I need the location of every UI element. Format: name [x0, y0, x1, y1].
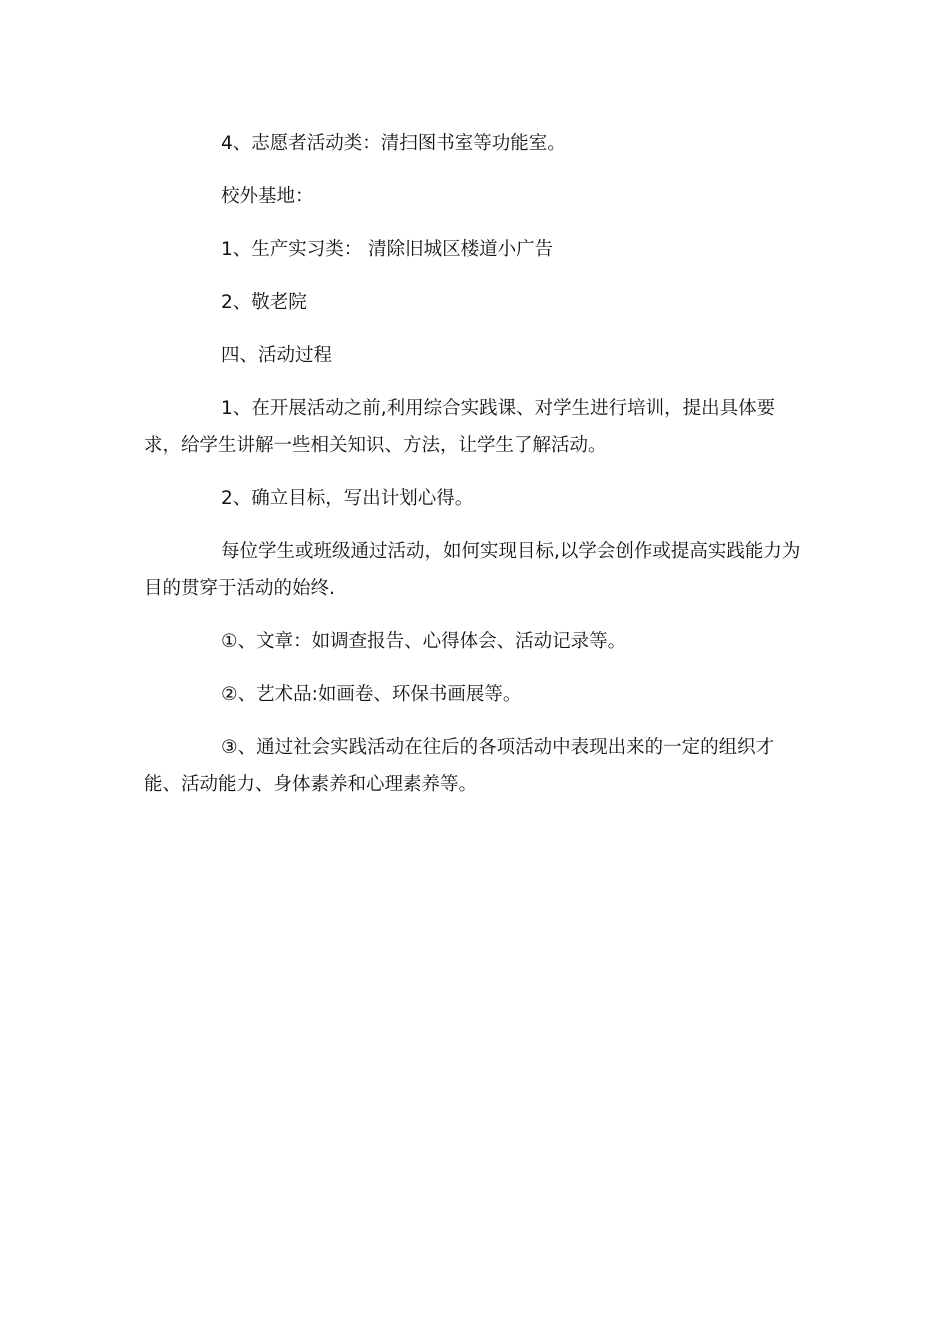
paragraph-nursing-home: 2、敬老院 — [221, 292, 307, 313]
paragraph-training-before-activity: 1、在开展活动之前,利用综合实践课、对学生进行培训，提出具体要求，给学生讲解一些相关知识、方法，让学生了解活动。 — [144, 398, 776, 456]
document-body — [144, 125, 806, 819]
paragraph-social-practice-abilities: ③、通过社会实践活动在往后的各项活动中表现出来的一定的组织才能、活动能力、身体素养和心理素养等。 — [144, 737, 775, 795]
paragraph-articles: ①、文章：如调查报告、心得体会、活动记录等。 — [221, 631, 627, 652]
paragraph-student-goals: 每位学生或班级通过活动，如何实现目标,以学会创作或提高实践能力为目的贯穿于活动的始终. — [144, 541, 801, 599]
paragraph-production-internship: 1、生产实习类： 清除旧城区楼道小广告 — [221, 239, 554, 260]
paragraph-set-goals: 2、确立目标，写出计划心得。 — [221, 488, 474, 509]
section-heading-activity-process: 四、活动过程 — [221, 345, 333, 366]
paragraph-artworks: ②、艺术品:如画卷、环保书画展等。 — [221, 684, 522, 705]
paragraph-offsite-base-heading: 校外基地： — [221, 186, 314, 207]
paragraph-volunteer-activity: 4、志愿者活动类：清扫图书室等功能室。 — [221, 133, 566, 154]
